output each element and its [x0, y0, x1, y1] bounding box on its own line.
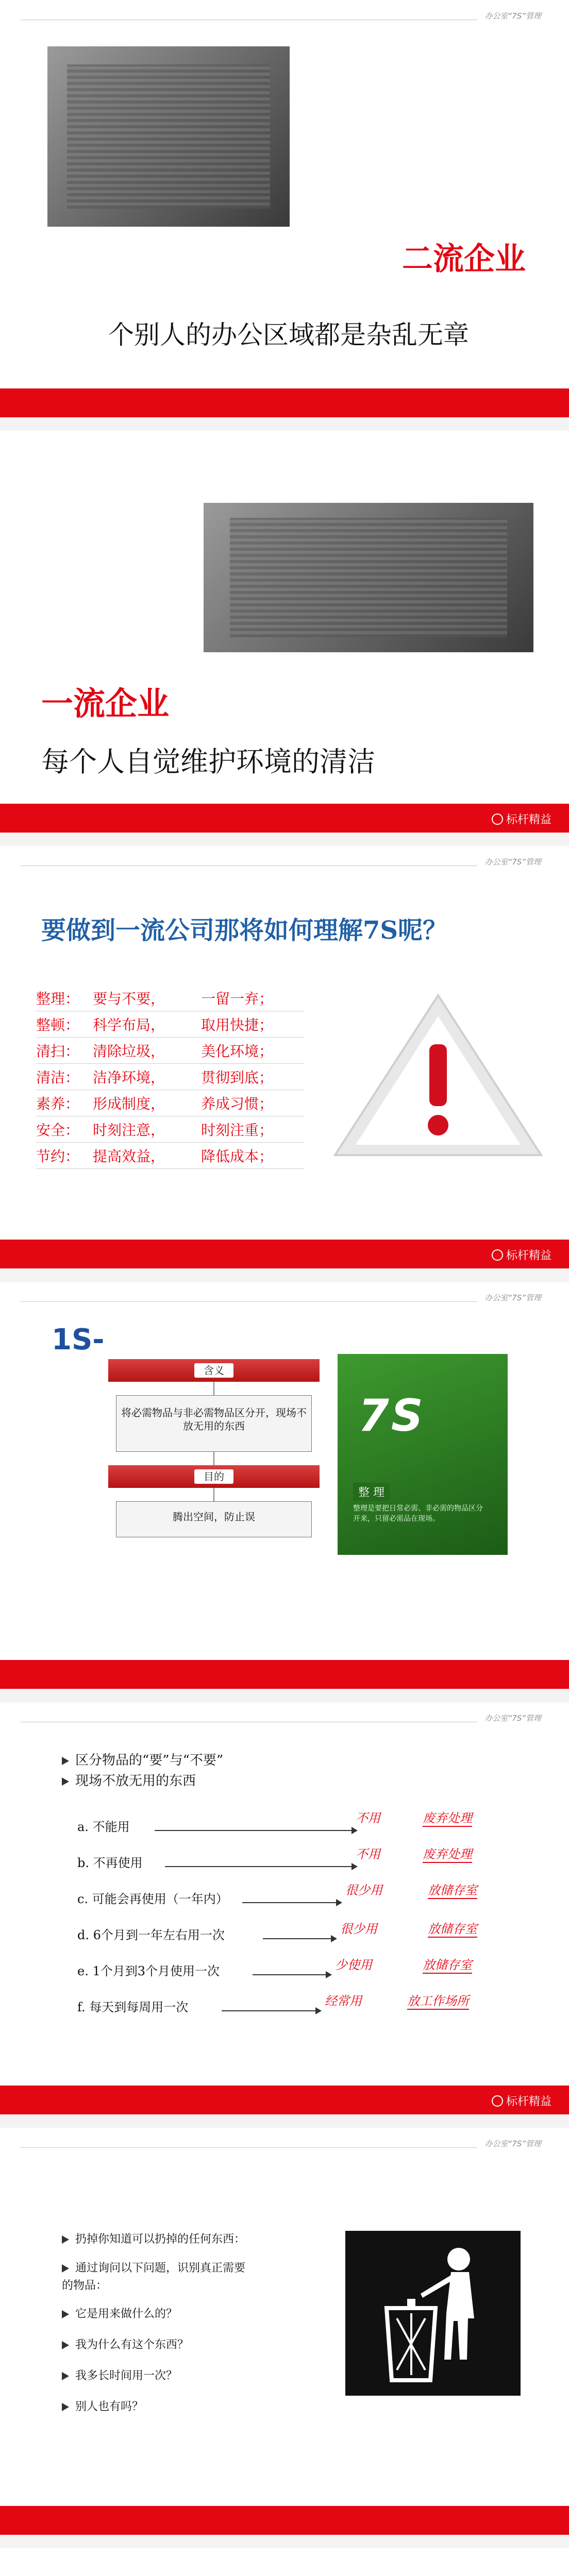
- tidy-office-photo: [204, 503, 533, 652]
- slide-second-rate: [0, 0, 569, 417]
- poster-text: 整理是要把日常必需、非必需的物品区分开来，只留必需品在现场。: [353, 1504, 483, 1523]
- usage-note: 很少用: [340, 1922, 377, 1936]
- bullet-item: 别人也有吗？: [62, 2398, 143, 2416]
- phrase-b: 降低成本；: [201, 1148, 274, 1165]
- usage-note: 少使用: [335, 1958, 372, 1972]
- bullet-item: 通过询问以下问题，识别真正需要的物品：: [62, 2260, 247, 2295]
- phrase-b: 一留一弃；: [201, 990, 274, 1007]
- slide-header: [0, 1708, 569, 1729]
- brand-icon: [492, 2095, 503, 2107]
- phrase-b: 贯彻到底；: [201, 1069, 274, 1086]
- phrase-a: 清除垃圾，: [93, 1043, 165, 1060]
- phrase-a: 提高效益，: [93, 1148, 165, 1165]
- bullet-item: 我多长时间用一次？: [62, 2367, 177, 2385]
- frequency-label: a. 不能用: [77, 1820, 130, 1834]
- usage-note: 经常用: [325, 1994, 362, 2008]
- seiri-poster: [338, 1354, 508, 1555]
- term: 素养：: [36, 1095, 80, 1112]
- footer-bar: [0, 2506, 569, 2535]
- phrase-b: 时刻注重；: [201, 1122, 274, 1139]
- bullet-item: 扔掉你知道可以扔掉的任何东西：: [62, 2231, 245, 2248]
- definition-list: [36, 985, 304, 1169]
- purpose-box: 腾出空间，防止误: [116, 1501, 312, 1537]
- warning-triangle-icon: [330, 990, 546, 1160]
- term: 清洁：: [36, 1069, 80, 1086]
- slide-header: [0, 852, 569, 873]
- frequency-label: d. 6个月到一年左右用一次: [77, 1928, 225, 1942]
- purpose-header: [108, 1465, 320, 1488]
- bullet-item: 我为什么有这个东西？: [62, 2336, 189, 2354]
- question-title: 要做到一流公司那将如何理解7S呢？: [41, 916, 448, 945]
- brand-logo: [492, 1247, 551, 1263]
- footer-bar: [0, 804, 569, 833]
- slide-sort-items: [0, 1702, 569, 2114]
- messy-office-photo: [47, 46, 290, 227]
- phrase-a: 要与不要，: [93, 990, 165, 1007]
- action-note: 放储存室: [423, 1955, 472, 1974]
- slide-1s: [0, 1282, 569, 1689]
- phrase-b: 养成习惯；: [201, 1095, 274, 1112]
- frequency-label: f. 每天到每周用一次: [77, 2000, 189, 2014]
- footer-bar: [0, 2086, 569, 2114]
- frequency-label: e. 1个月到3个月使用一次: [77, 1964, 220, 1978]
- phrase-b: 美化环境；: [201, 1043, 274, 1060]
- action-note: 放储存室: [428, 1919, 477, 1938]
- term: 整顿：: [36, 1016, 80, 1033]
- arrow-line: [242, 1902, 340, 1903]
- term: 节约：: [36, 1148, 80, 1165]
- usage-note: 很少用: [345, 1883, 382, 1897]
- arrow-line: [222, 2010, 320, 2011]
- brand-text: 标杆精益: [506, 814, 551, 826]
- term: 清扫：: [36, 1043, 80, 1060]
- trash-disposal-icon: [345, 2231, 521, 2396]
- action-note: 废弃处理: [423, 1844, 472, 1863]
- footer-bar: [0, 388, 569, 417]
- slide-discard: [0, 2128, 569, 2535]
- usage-note: 不用: [356, 1811, 380, 1825]
- header-tag: 办公室“7S”管理: [477, 1713, 548, 1723]
- action-note: 放工作场所: [407, 1991, 469, 2010]
- slide-header: [0, 1288, 569, 1309]
- phrase-a: 时刻注意，: [93, 1122, 165, 1139]
- section-title: 1S-: [52, 1323, 105, 1357]
- purpose-label: 目的: [194, 1469, 233, 1484]
- slide-case: [0, 2548, 569, 2576]
- phrase-a: 形成制度，: [93, 1095, 165, 1112]
- brand-logo: [492, 811, 551, 827]
- phrase-a: 洁净环境，: [93, 1069, 165, 1086]
- slide-first-rate: [0, 431, 569, 833]
- arrow-line: [263, 1938, 335, 1939]
- poster-caption: 整 理: [353, 1483, 390, 1501]
- footer-bar: [0, 1660, 569, 1689]
- brand-text: 标杆精益: [506, 2095, 551, 2108]
- header-tag: 办公室“7S”管理: [477, 10, 548, 21]
- bullet-item: 现场不放无用的东西: [62, 1772, 196, 1790]
- brand-icon: [492, 814, 503, 825]
- header-tag: 办公室“7S”管理: [477, 2138, 548, 2149]
- arrow-line: [155, 1830, 356, 1831]
- meaning-box: 将必需物品与非必需物品区分开，现场不放无用的东西: [116, 1395, 312, 1452]
- brand-icon: [492, 1249, 503, 1261]
- frequency-label: b. 不再使用: [77, 1856, 143, 1870]
- brand-text: 标杆精益: [506, 1249, 551, 1262]
- header-tag: 办公室“7S”管理: [477, 1292, 548, 1303]
- brand-logo: [492, 2093, 551, 2109]
- slide-header: [0, 6, 569, 27]
- slide-subtitle: 个别人的办公区域都是杂乱无章: [108, 320, 469, 350]
- slide-subtitle: 每个人自觉维护环境的清洁: [41, 745, 375, 778]
- poster-7s-logo: 7S: [358, 1390, 425, 1442]
- footer-bar: [0, 1240, 569, 1268]
- arrow-line: [253, 1974, 330, 1975]
- usage-note: 不用: [356, 1847, 380, 1861]
- phrase-b: 取用快捷；: [201, 1016, 274, 1033]
- bullet-item: 它是用来做什么的？: [62, 2306, 177, 2323]
- meaning-label: 含义: [194, 1363, 233, 1378]
- term: 安全：: [36, 1122, 80, 1139]
- slide-header: [0, 2134, 569, 2155]
- term: 整理：: [36, 990, 80, 1007]
- slide-title: 二流企业: [402, 241, 526, 277]
- slide-title: 一流企业: [41, 685, 170, 722]
- meaning-header: [108, 1359, 320, 1382]
- phrase-a: 科学布局，: [93, 1016, 165, 1033]
- bullet-item: 区分物品的“要”与“不要”: [62, 1752, 223, 1769]
- frequency-label: c. 可能会再使用（一年内）: [77, 1892, 228, 1906]
- action-note: 废弃处理: [423, 1808, 472, 1827]
- action-note: 放储存室: [428, 1880, 477, 1899]
- arrow-line: [165, 1866, 356, 1867]
- slide-understand-7s: [0, 846, 569, 1268]
- header-tag: 办公室“7S”管理: [477, 856, 548, 867]
